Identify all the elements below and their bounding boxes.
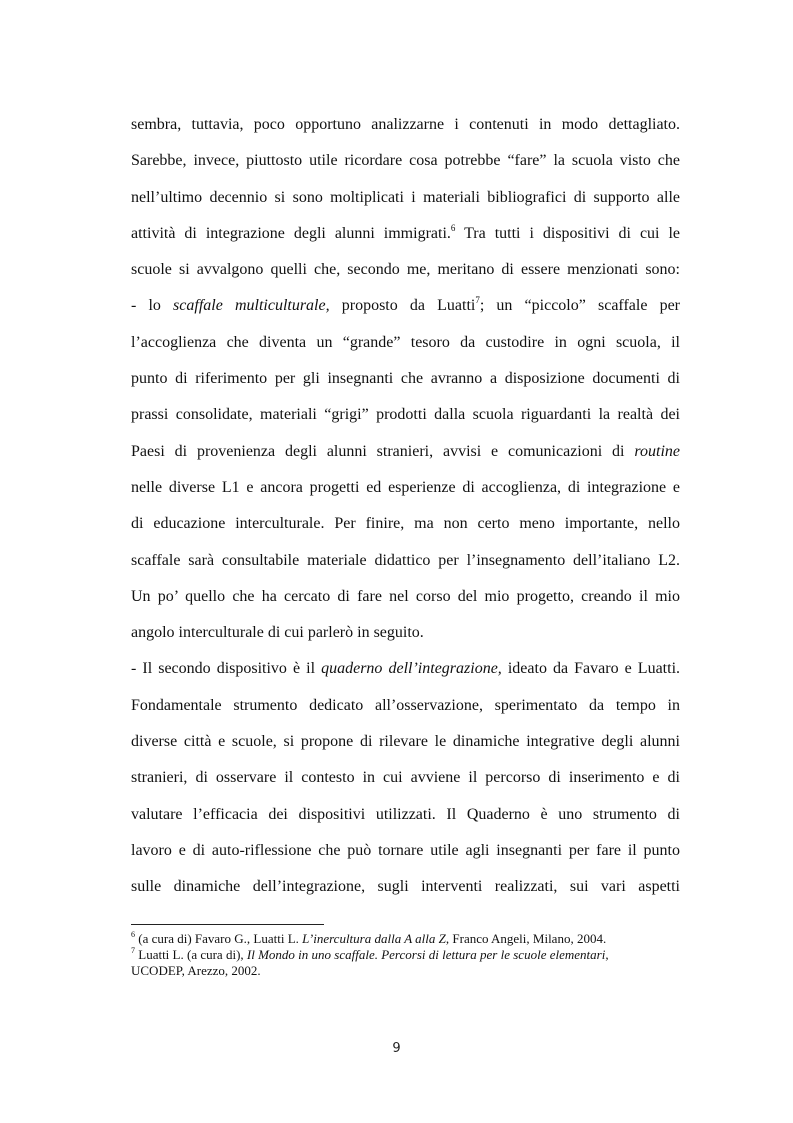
- emphasis: quaderno dell’integrazione,: [321, 660, 502, 678]
- text-line: - lo scaffale multiculturale, proposto da Luatti$^7$; un “piccolo” scaffale per: [131, 295, 681, 315]
- text-line: di educazione interculturale. Per finire, ma non certo meno importante, nello: [131, 515, 680, 533]
- text-line: sembra, tuttavia, poco opportuno analizzarne i contenuti in modo dettagliato.: [131, 116, 680, 133]
- text-line: nell’ultimo decennio si sono moltiplicati i materiali bibliografici di supporto alle: [131, 188, 680, 206]
- text-line: Un po’ quello che ha cercato di fare nel corso del mio progetto, creando il mio: [131, 587, 680, 605]
- footnote-6: $^6$ (a cura di) Favaro G., Luatti L. L’inercultura dalla A alla Z, Franco Angeli, Milano, 2004.: [131, 929, 607, 946]
- text-line: nelle diverse L1 e ancora progetti ed esperienze di accoglienza, di integrazione e: [131, 478, 680, 496]
- text-line: angolo interculturale di cui parlerò in seguito.: [131, 624, 424, 642]
- footnote-ref-6[interactable]: 6: [450, 222, 456, 233]
- text-line: Fondamentale strumento dedicato all’osservazione, sperimentato da tempo in: [131, 696, 680, 714]
- body-text: [131, 107, 680, 906]
- text-line: l’accoglienza che diventa un “grande” tesoro da custodire in ogni scuola, il: [131, 333, 680, 351]
- text-line: punto di riferimento per gli insegnanti che avranno a disposizione documenti di: [131, 370, 680, 388]
- footnotes: [131, 931, 691, 979]
- text-line: lavoro e di auto-riflessione che può tornare utile agli insegnanti per fare il punto: [131, 841, 680, 859]
- footnote-7-continued: UCODEP, Arezzo, 2002.: [131, 963, 261, 978]
- footnote-7: $^7$ Luatti L. (a cura di), Il Mondo in uno scaffale. Percorsi di lettura per le scuole elementari,: [131, 945, 609, 962]
- text-line: stranieri, di osservare il contesto in cui avviene il percorso di inserimento e di: [131, 769, 680, 787]
- text-line: - Il secondo dispositivo è il quaderno dell’integrazione, ideato da Favaro e Luatti.: [131, 660, 681, 678]
- text-line: Sarebbe, invece, piuttosto utile ricordare cosa potrebbe “fare” la scuola visto che: [131, 152, 680, 170]
- emphasis: scaffale multiculturale,: [173, 297, 330, 315]
- footnote-separator: [131, 924, 324, 925]
- text-line: diverse città e scuole, si propone di rilevare le dinamiche integrative degli alunni: [131, 733, 680, 751]
- footnote-ref-7[interactable]: 7: [475, 295, 480, 306]
- text-line: prassi consolidate, materiali “grigi” prodotti dalla scuola riguardanti la realtà dei: [131, 406, 680, 424]
- text-line: Paesi di provenienza degli alunni stranieri, avvisi e comunicazioni di routine: [131, 442, 680, 460]
- text-line: attività di integrazione degli alunni immigrati.$^6$ Tra tutti i dispositivi di cui le: [131, 222, 681, 242]
- emphasis: routine: [634, 442, 680, 460]
- page-number: 9: [392, 1041, 401, 1056]
- text-line: scaffale sarà consultabile materiale didattico per l’insegnamento dell’italiano L2.: [131, 551, 680, 569]
- text-line: sulle dinamiche dell’integrazione, sugli interventi realizzati, sui vari aspetti: [131, 878, 680, 896]
- text-line: valutare l’efficacia dei dispositivi utilizzati. Il Quaderno è uno strumento di: [131, 805, 680, 823]
- text-line: scuole si avvalgono quelli che, secondo me, meritano di essere menzionati sono:: [131, 261, 680, 279]
